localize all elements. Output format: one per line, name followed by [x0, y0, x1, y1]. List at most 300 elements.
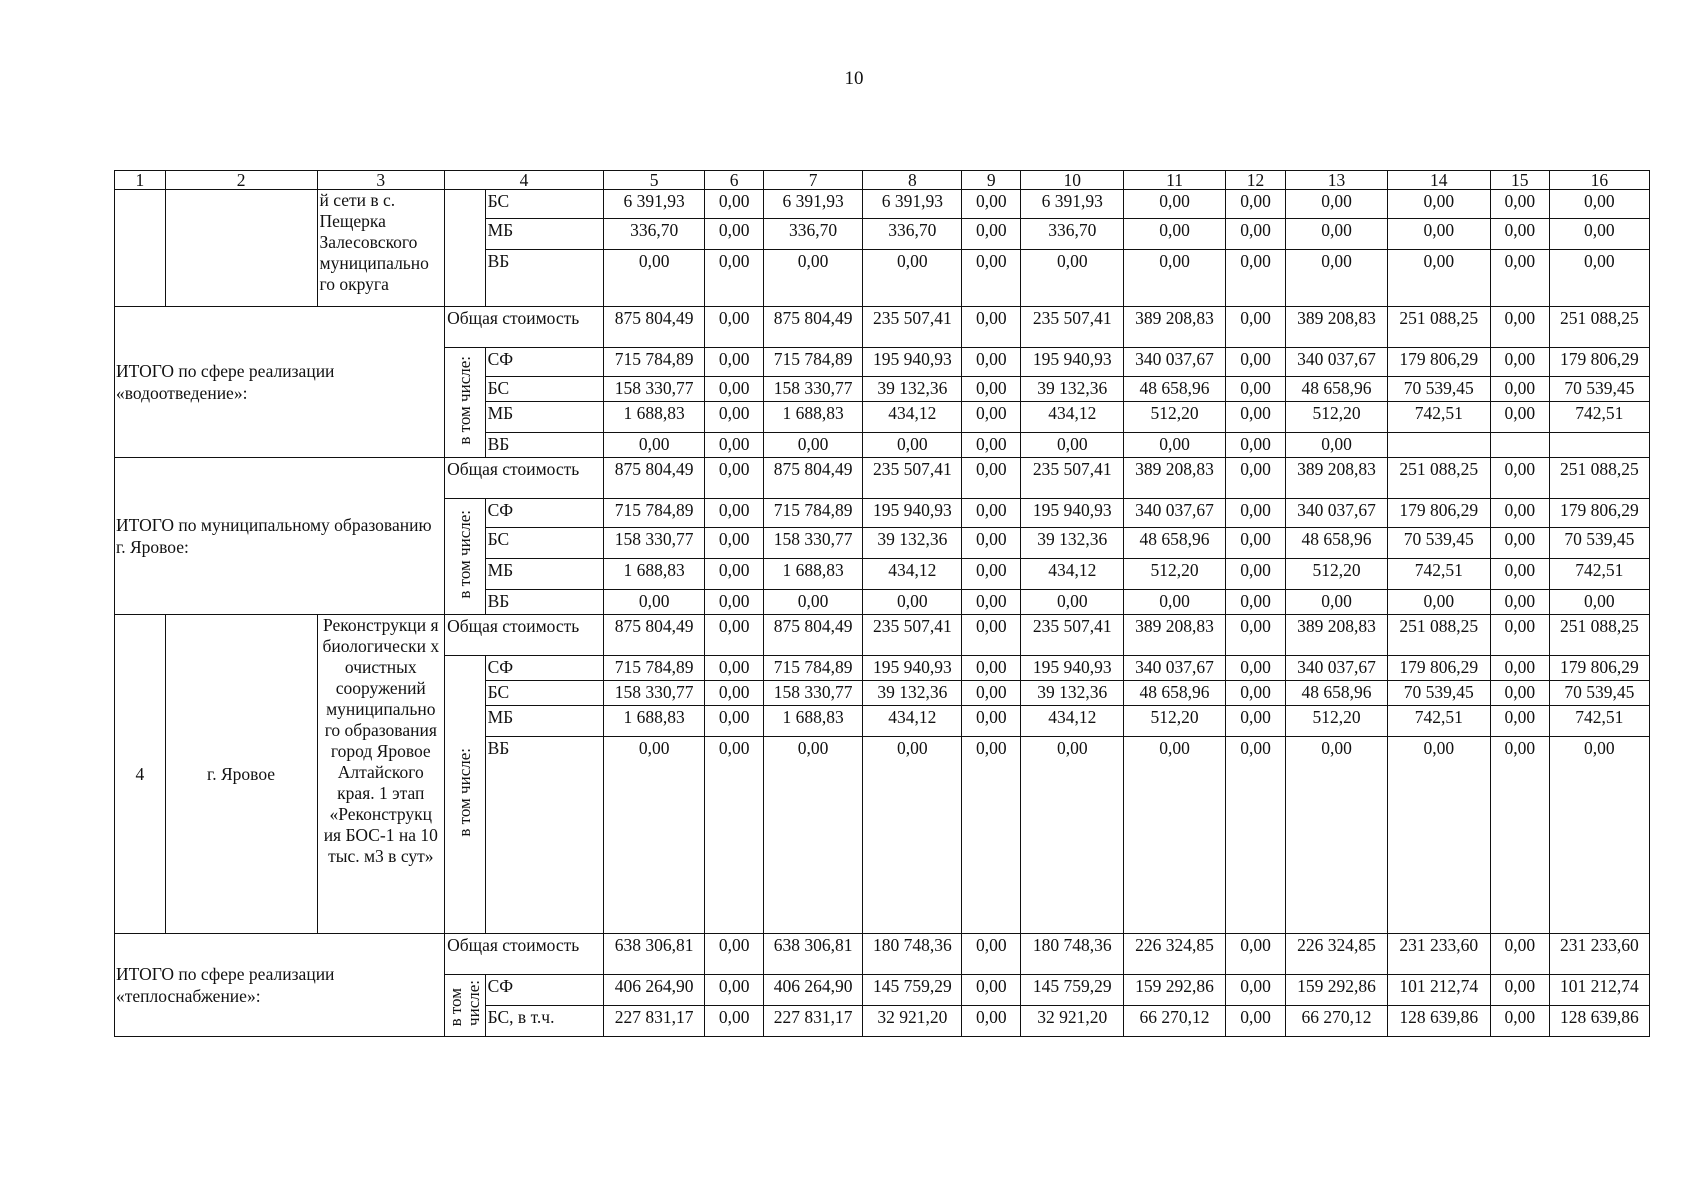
- value-cell: 0,00: [1124, 737, 1225, 934]
- group-label: в том: [445, 987, 465, 1026]
- value-cell: 0,00: [1124, 250, 1225, 307]
- value-cell: 0,00: [962, 559, 1021, 590]
- total-title: ИТОГО по муниципальному образованию г. Яровое:: [115, 458, 445, 615]
- value-cell: 251 088,25: [1549, 307, 1649, 348]
- source-label: МБ: [485, 402, 603, 433]
- value-cell: 434,12: [863, 559, 962, 590]
- value-cell: 512,20: [1124, 402, 1225, 433]
- value-cell: 0,00: [1225, 348, 1286, 377]
- column-header: 11: [1124, 171, 1225, 190]
- value-cell: 434,12: [1021, 402, 1124, 433]
- value-cell: 434,12: [1021, 559, 1124, 590]
- value-cell: 875 804,49: [604, 458, 705, 499]
- value-cell: 715 784,89: [604, 499, 705, 528]
- value-cell: 0,00: [1549, 219, 1649, 250]
- value-cell: 195 940,93: [1021, 499, 1124, 528]
- value-cell: 638 306,81: [764, 934, 863, 975]
- column-header: 1: [115, 171, 166, 190]
- value-cell: 512,20: [1286, 402, 1387, 433]
- value-cell: 0,00: [1225, 190, 1286, 219]
- value-cell: 512,20: [1124, 559, 1225, 590]
- value-cell: 70 539,45: [1549, 681, 1649, 706]
- value-cell: 0,00: [764, 737, 863, 934]
- value-cell: 0,00: [705, 250, 764, 307]
- group-label: в том числе:: [454, 509, 474, 599]
- value-cell: 70 539,45: [1387, 681, 1490, 706]
- source-label: БС, в т.ч.: [485, 1006, 603, 1037]
- source-label: МБ: [485, 219, 603, 250]
- value-cell: 434,12: [863, 706, 962, 737]
- value-cell: 0,00: [764, 433, 863, 458]
- value-cell: 0,00: [1490, 528, 1549, 559]
- value-cell: 0,00: [1387, 590, 1490, 615]
- value-cell: 0,00: [764, 250, 863, 307]
- value-cell: 179 806,29: [1387, 499, 1490, 528]
- value-cell: 6 391,93: [863, 190, 962, 219]
- total-title: ИТОГО по сфере реализации «теплоснабжение»:: [115, 934, 445, 1037]
- value-cell: 0,00: [962, 681, 1021, 706]
- value-cell: 0,00: [1021, 590, 1124, 615]
- value-cell: 389 208,83: [1286, 307, 1387, 348]
- value-cell: 32 921,20: [863, 1006, 962, 1037]
- object-name: й сети в с. Пещерка Залесовского муниципально го округа: [317, 190, 445, 307]
- value-cell: 180 748,36: [1021, 934, 1124, 975]
- value-cell: 0,00: [962, 458, 1021, 499]
- value-cell: 158 330,77: [604, 528, 705, 559]
- value-cell: 336,70: [604, 219, 705, 250]
- table-row: [115, 190, 1650, 219]
- value-cell: 0,00: [604, 433, 705, 458]
- value-cell: 0,00: [1490, 190, 1549, 219]
- value-cell: 336,70: [863, 219, 962, 250]
- value-cell: 48 658,96: [1286, 681, 1387, 706]
- value-cell: 0,00: [1021, 737, 1124, 934]
- value-cell: 235 507,41: [1021, 615, 1124, 656]
- value-cell: 512,20: [1124, 706, 1225, 737]
- source-label: СФ: [485, 656, 603, 681]
- value-cell: 0,00: [1549, 590, 1649, 615]
- value-cell: 0,00: [962, 190, 1021, 219]
- item-city: г. Яровое: [165, 615, 317, 934]
- value-cell: 0,00: [1225, 307, 1286, 348]
- value-cell: 226 324,85: [1286, 934, 1387, 975]
- value-cell: 0,00: [604, 590, 705, 615]
- value-cell: 0,00: [1225, 559, 1286, 590]
- value-cell: 742,51: [1387, 559, 1490, 590]
- value-cell: 180 748,36: [863, 934, 962, 975]
- value-cell: 235 507,41: [863, 307, 962, 348]
- source-label: ВБ: [485, 250, 603, 307]
- value-cell: 39 132,36: [863, 377, 962, 402]
- value-cell: 340 037,67: [1124, 656, 1225, 681]
- value-cell: 66 270,12: [1124, 1006, 1225, 1037]
- value-cell: 0,00: [1286, 590, 1387, 615]
- source-label: БС: [485, 528, 603, 559]
- value-cell: 875 804,49: [764, 307, 863, 348]
- value-cell: 0,00: [705, 402, 764, 433]
- item-city-cell: [165, 190, 317, 307]
- value-cell: 715 784,89: [764, 348, 863, 377]
- source-label: СФ: [485, 975, 603, 1006]
- value-cell: 0,00: [1490, 402, 1549, 433]
- value-cell: 340 037,67: [1286, 348, 1387, 377]
- value-cell: 195 940,93: [863, 499, 962, 528]
- value-cell: 1 688,83: [604, 706, 705, 737]
- value-cell: 48 658,96: [1124, 377, 1225, 402]
- value-cell: 0,00: [764, 590, 863, 615]
- source-label: ВБ: [485, 590, 603, 615]
- column-header: 7: [764, 171, 863, 190]
- item-number: 4: [115, 615, 166, 934]
- value-cell: 512,20: [1286, 559, 1387, 590]
- value-cell: 1 688,83: [764, 706, 863, 737]
- value-cell: 0,00: [1549, 737, 1649, 934]
- value-cell: 742,51: [1549, 402, 1649, 433]
- value-cell: 0,00: [705, 656, 764, 681]
- value-cell: 0,00: [1490, 348, 1549, 377]
- value-cell: 0,00: [1490, 656, 1549, 681]
- source-label: СФ: [485, 348, 603, 377]
- value-cell: 0,00: [1387, 190, 1490, 219]
- value-cell: 715 784,89: [764, 499, 863, 528]
- value-cell: 0,00: [705, 737, 764, 934]
- value-cell: 715 784,89: [604, 348, 705, 377]
- value-cell: 0,00: [1124, 433, 1225, 458]
- value-cell: 1 688,83: [764, 559, 863, 590]
- value-cell: 0,00: [1225, 377, 1286, 402]
- value-cell: 715 784,89: [764, 656, 863, 681]
- column-header: 3: [317, 171, 445, 190]
- value-cell: 0,00: [962, 499, 1021, 528]
- group-cell: [445, 348, 486, 458]
- value-cell: 0,00: [1490, 1006, 1549, 1037]
- value-cell: 0,00: [962, 528, 1021, 559]
- value-cell: [1490, 433, 1549, 458]
- value-cell: 1 688,83: [604, 402, 705, 433]
- value-cell: 0,00: [705, 681, 764, 706]
- value-cell: 0,00: [1225, 402, 1286, 433]
- group-label: числе:: [463, 980, 483, 1026]
- value-cell: 0,00: [1225, 250, 1286, 307]
- column-header: 4: [445, 171, 604, 190]
- value-cell: 0,00: [962, 934, 1021, 975]
- value-cell: 195 940,93: [863, 656, 962, 681]
- value-cell: 0,00: [962, 975, 1021, 1006]
- value-cell: 0,00: [1490, 250, 1549, 307]
- table-row: [115, 934, 1650, 975]
- column-header: 16: [1549, 171, 1649, 190]
- column-header: 12: [1225, 171, 1286, 190]
- value-cell: 0,00: [962, 737, 1021, 934]
- column-header: 6: [705, 171, 764, 190]
- value-cell: 0,00: [1225, 975, 1286, 1006]
- value-cell: 0,00: [1490, 219, 1549, 250]
- value-cell: 39 132,36: [863, 528, 962, 559]
- group-cell: [445, 499, 486, 615]
- value-cell: 159 292,86: [1124, 975, 1225, 1006]
- value-cell: 179 806,29: [1549, 499, 1649, 528]
- value-cell: 0,00: [705, 934, 764, 975]
- source-label: БС: [485, 190, 603, 219]
- value-cell: 0,00: [705, 559, 764, 590]
- budget-table: [114, 170, 1650, 1037]
- value-cell: 0,00: [962, 590, 1021, 615]
- value-cell: 0,00: [962, 1006, 1021, 1037]
- value-cell: 39 132,36: [1021, 528, 1124, 559]
- page-number: 10: [844, 68, 864, 89]
- column-header: 14: [1387, 171, 1490, 190]
- value-cell: 48 658,96: [1124, 528, 1225, 559]
- value-cell: 336,70: [764, 219, 863, 250]
- value-cell: 179 806,29: [1387, 656, 1490, 681]
- value-cell: 0,00: [1490, 934, 1549, 975]
- source-label: ВБ: [485, 737, 603, 934]
- value-cell: 158 330,77: [764, 528, 863, 559]
- column-header: 15: [1490, 171, 1549, 190]
- total-title: ИТОГО по сфере реализации «водоотведение»:: [115, 307, 445, 458]
- table-row: [115, 307, 1650, 348]
- value-cell: 0,00: [1387, 737, 1490, 934]
- group-label: в том числе:: [454, 747, 474, 837]
- value-cell: 0,00: [705, 307, 764, 348]
- value-cell: 389 208,83: [1286, 458, 1387, 499]
- value-cell: 227 831,17: [604, 1006, 705, 1037]
- value-cell: 0,00: [1124, 590, 1225, 615]
- value-cell: 0,00: [705, 499, 764, 528]
- value-cell: 0,00: [1225, 219, 1286, 250]
- value-cell: 195 940,93: [1021, 656, 1124, 681]
- value-cell: 145 759,29: [863, 975, 962, 1006]
- total-cost-label: Общая стоимость: [445, 934, 604, 975]
- value-cell: 406 264,90: [604, 975, 705, 1006]
- value-cell: 0,00: [1490, 681, 1549, 706]
- column-header: 10: [1021, 171, 1124, 190]
- value-cell: 0,00: [1225, 528, 1286, 559]
- value-cell: 251 088,25: [1549, 615, 1649, 656]
- value-cell: 48 658,96: [1286, 377, 1387, 402]
- value-cell: 336,70: [1021, 219, 1124, 250]
- value-cell: 6 391,93: [764, 190, 863, 219]
- value-cell: 0,00: [1225, 590, 1286, 615]
- value-cell: 66 270,12: [1286, 1006, 1387, 1037]
- value-cell: 512,20: [1286, 706, 1387, 737]
- value-cell: 742,51: [1387, 402, 1490, 433]
- column-header: 2: [165, 171, 317, 190]
- group-cell: [445, 656, 486, 934]
- value-cell: 6 391,93: [1021, 190, 1124, 219]
- value-cell: 0,00: [1490, 975, 1549, 1006]
- value-cell: 101 212,74: [1549, 975, 1649, 1006]
- value-cell: 875 804,49: [604, 307, 705, 348]
- value-cell: 231 233,60: [1387, 934, 1490, 975]
- total-cost-label: Общая стоимость: [445, 615, 604, 656]
- value-cell: 0,00: [1286, 737, 1387, 934]
- value-cell: 0,00: [604, 737, 705, 934]
- value-cell: 145 759,29: [1021, 975, 1124, 1006]
- table-row: [115, 171, 1650, 190]
- value-cell: 0,00: [705, 433, 764, 458]
- value-cell: 158 330,77: [604, 681, 705, 706]
- value-cell: 0,00: [1490, 458, 1549, 499]
- value-cell: 389 208,83: [1124, 615, 1225, 656]
- value-cell: 0,00: [1225, 433, 1286, 458]
- object-name: Реконструкци я биологически х очистных сооружений муниципально го образования город Яровое Алтайского края. 1 этап «Реконструкц ия БОС-1 на 10 тыс. м3 в сут»: [317, 615, 445, 934]
- column-header: 5: [604, 171, 705, 190]
- value-cell: 48 658,96: [1286, 528, 1387, 559]
- value-cell: 0,00: [1490, 706, 1549, 737]
- value-cell: 434,12: [1021, 706, 1124, 737]
- value-cell: 389 208,83: [1124, 458, 1225, 499]
- value-cell: 0,00: [1286, 250, 1387, 307]
- group-label: в том числе:: [454, 355, 474, 445]
- value-cell: 742,51: [1549, 706, 1649, 737]
- value-cell: 32 921,20: [1021, 1006, 1124, 1037]
- value-cell: 227 831,17: [764, 1006, 863, 1037]
- value-cell: 0,00: [1549, 250, 1649, 307]
- value-cell: 0,00: [962, 706, 1021, 737]
- value-cell: 0,00: [962, 656, 1021, 681]
- value-cell: 389 208,83: [1286, 615, 1387, 656]
- value-cell: 39 132,36: [1021, 681, 1124, 706]
- value-cell: 235 507,41: [1021, 458, 1124, 499]
- value-cell: 235 507,41: [1021, 307, 1124, 348]
- value-cell: 0,00: [962, 402, 1021, 433]
- value-cell: 179 806,29: [1387, 348, 1490, 377]
- value-cell: 0,00: [1490, 590, 1549, 615]
- value-cell: 0,00: [863, 250, 962, 307]
- value-cell: 0,00: [1225, 737, 1286, 934]
- value-cell: 251 088,25: [1387, 615, 1490, 656]
- value-cell: 406 264,90: [764, 975, 863, 1006]
- column-header: 13: [1286, 171, 1387, 190]
- value-cell: 0,00: [1549, 190, 1649, 219]
- value-cell: 0,00: [962, 433, 1021, 458]
- value-cell: 0,00: [705, 219, 764, 250]
- value-cell: 0,00: [863, 433, 962, 458]
- value-cell: 6 391,93: [604, 190, 705, 219]
- table-row: [115, 458, 1650, 499]
- source-label: СФ: [485, 499, 603, 528]
- value-cell: 1 688,83: [764, 402, 863, 433]
- group-cell: [445, 975, 486, 1037]
- value-cell: 0,00: [1225, 681, 1286, 706]
- value-cell: 0,00: [705, 706, 764, 737]
- value-cell: 0,00: [1286, 433, 1387, 458]
- table-row: [115, 615, 1650, 656]
- value-cell: 340 037,67: [1124, 348, 1225, 377]
- column-header: 9: [962, 171, 1021, 190]
- value-cell: 39 132,36: [863, 681, 962, 706]
- value-cell: 875 804,49: [604, 615, 705, 656]
- value-cell: 0,00: [1225, 706, 1286, 737]
- value-cell: 70 539,45: [1387, 528, 1490, 559]
- value-cell: 101 212,74: [1387, 975, 1490, 1006]
- value-cell: [1387, 433, 1490, 458]
- value-cell: 340 037,67: [1286, 499, 1387, 528]
- source-label: БС: [485, 681, 603, 706]
- value-cell: 70 539,45: [1387, 377, 1490, 402]
- value-cell: 0,00: [705, 590, 764, 615]
- value-cell: 179 806,29: [1549, 348, 1649, 377]
- item-number-cell: [115, 190, 166, 307]
- column-header: 8: [863, 171, 962, 190]
- value-cell: 158 330,77: [764, 681, 863, 706]
- value-cell: 389 208,83: [1124, 307, 1225, 348]
- value-cell: 0,00: [1490, 615, 1549, 656]
- value-cell: 231 233,60: [1549, 934, 1649, 975]
- source-label: БС: [485, 377, 603, 402]
- value-cell: 0,00: [1225, 458, 1286, 499]
- value-cell: 251 088,25: [1549, 458, 1649, 499]
- value-cell: 0,00: [705, 348, 764, 377]
- value-cell: 742,51: [1549, 559, 1649, 590]
- value-cell: 0,00: [1225, 1006, 1286, 1037]
- value-cell: 0,00: [705, 377, 764, 402]
- value-cell: 235 507,41: [863, 458, 962, 499]
- value-cell: 434,12: [863, 402, 962, 433]
- value-cell: 875 804,49: [764, 615, 863, 656]
- value-cell: 195 940,93: [863, 348, 962, 377]
- value-cell: 875 804,49: [764, 458, 863, 499]
- value-cell: 0,00: [604, 250, 705, 307]
- value-cell: 0,00: [1387, 219, 1490, 250]
- value-cell: 0,00: [962, 377, 1021, 402]
- value-cell: 179 806,29: [1549, 656, 1649, 681]
- value-cell: 0,00: [705, 1006, 764, 1037]
- value-cell: 0,00: [1124, 219, 1225, 250]
- value-cell: 158 330,77: [764, 377, 863, 402]
- value-cell: 0,00: [962, 348, 1021, 377]
- value-cell: 158 330,77: [604, 377, 705, 402]
- value-cell: 235 507,41: [863, 615, 962, 656]
- value-cell: 0,00: [1490, 737, 1549, 934]
- value-cell: 0,00: [1490, 559, 1549, 590]
- value-cell: 0,00: [1124, 190, 1225, 219]
- total-cost-label: Общая стоимость: [445, 307, 604, 348]
- value-cell: 195 940,93: [1021, 348, 1124, 377]
- value-cell: 0,00: [1021, 433, 1124, 458]
- value-cell: 0,00: [962, 615, 1021, 656]
- value-cell: 340 037,67: [1286, 656, 1387, 681]
- value-cell: 715 784,89: [604, 656, 705, 681]
- source-label: МБ: [485, 559, 603, 590]
- value-cell: 128 639,86: [1549, 1006, 1649, 1037]
- value-cell: 0,00: [1286, 190, 1387, 219]
- value-cell: 0,00: [1490, 499, 1549, 528]
- value-cell: 742,51: [1387, 706, 1490, 737]
- value-cell: 0,00: [962, 219, 1021, 250]
- value-cell: 0,00: [1225, 615, 1286, 656]
- source-label: МБ: [485, 706, 603, 737]
- value-cell: 0,00: [1387, 250, 1490, 307]
- source-label: ВБ: [485, 433, 603, 458]
- value-cell: 128 639,86: [1387, 1006, 1490, 1037]
- value-cell: 0,00: [705, 615, 764, 656]
- value-cell: [1549, 433, 1649, 458]
- value-cell: 0,00: [863, 590, 962, 615]
- value-cell: 0,00: [1490, 307, 1549, 348]
- value-cell: 0,00: [1286, 219, 1387, 250]
- value-cell: 0,00: [1225, 656, 1286, 681]
- value-cell: 159 292,86: [1286, 975, 1387, 1006]
- value-cell: 0,00: [705, 458, 764, 499]
- value-cell: 0,00: [962, 250, 1021, 307]
- table-body: [115, 171, 1650, 1037]
- value-cell: 39 132,36: [1021, 377, 1124, 402]
- value-cell: 0,00: [705, 975, 764, 1006]
- value-cell: 226 324,85: [1124, 934, 1225, 975]
- value-cell: 0,00: [1490, 377, 1549, 402]
